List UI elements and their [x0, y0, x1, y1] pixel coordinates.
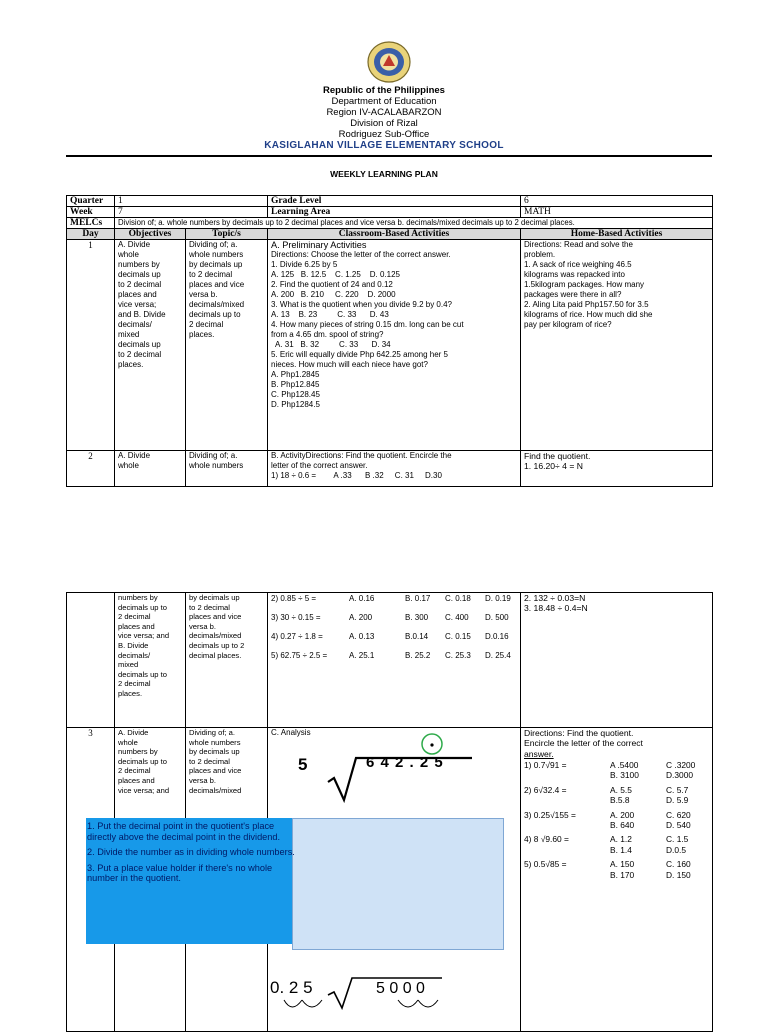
step-3: 3. Put a place value holder if there's no whole number in the quotient. [87, 862, 273, 884]
day2-home: Find the quotient. 1. 16.20÷ 4 = N [521, 451, 713, 487]
day2-cont-day [67, 593, 115, 728]
department-name: Department of Education [331, 96, 437, 107]
quarter-value: 1 [115, 196, 268, 207]
steps-callout-box [292, 818, 504, 950]
choice-item: 1) 0.7√91 = A .5400 C .3200 B. 3100 D.3000 [524, 759, 696, 781]
example2-dividend: 5 0 0 0 [376, 980, 425, 997]
exercise-row: 5) 62.75 ÷ 2.5 = A. 25.1 B. 25.2 C. 25.3 D. 25.4 [271, 651, 511, 660]
step-2: 2. Divide the number as in dividing whole numbers. [87, 847, 295, 858]
grade-value: 6 [521, 196, 713, 207]
melcs-value: Division of; a. whole numbers by decimals up to 2 decimal places and vice versa b. decimals/mixed decimals up to 2 decimal places. [115, 218, 713, 229]
school-seal-logo [366, 40, 412, 84]
day1-home: Directions: Read and solve the problem. 1. A sack of rice weighing 46.5 kilograms was repacked into 1.5kilogram packages. How many packages were there in all? 2. Aling Lita paid Php157.50 for 3.5 kilograms of rice. How much did she pay per kilogram of rice? [521, 240, 713, 451]
day2-cont-topics: by decimals up to 2 decimal places and vice versa b. decimals/mixed decimals up to 2 decimal places. [186, 593, 268, 728]
day3-number: 3 [67, 728, 115, 1032]
weekly-plan-table [66, 195, 713, 487]
analysis-label: C. Analysis [271, 728, 311, 737]
decimal-point-circle-icon [420, 732, 444, 756]
day3-topics: Dividing of; a. whole numbers by decimals up to 2 decimal places and vice versa b. decimals/mixed [186, 728, 268, 1032]
choice-item: 5) 0.5√85 = A. 150 C. 160 B. 170 D. 150 [524, 859, 691, 880]
exercise-row: 4) 0.27 ÷ 1.8 = A. 0.13 B.0.14 C. 0.15 D.0.16 [271, 632, 509, 641]
area-value: MATH [521, 207, 713, 218]
exercise-row: 3) 30 ÷ 0.15 = A. 200 B. 300 C. 400 D. 500 [271, 613, 509, 622]
school-name: KASIGLAHAN VILLAGE ELEMENTARY SCHOOL [264, 140, 504, 151]
col-classroom: Classroom-Based Activities [268, 229, 521, 240]
division-name: Division of Rizal [350, 118, 418, 129]
choice-item: 4) 8 √9.60 = A. 1.2 C. 1.5 B. 1.4 D.0.5 [524, 834, 689, 855]
day2-classroom: B. ActivityDirections: Find the quotient. Encircle the letter of the correct answer. 1) 18 ÷ 0.6 = A .33 B .32 C. 31 D.30 [268, 451, 521, 487]
letterhead [0, 85, 768, 151]
division-steps [87, 821, 302, 889]
day2-cont-objectives: numbers by decimals up to 2 decimal places and vice versa; and B. Divide decimals/ mixed decimals up to 2 decimal places. [115, 593, 186, 728]
region-name: Region IV-ACALABARZON [326, 107, 442, 118]
week-value: 7 [115, 207, 268, 218]
col-day: Day [67, 229, 115, 240]
day1-topics: Dividing of; a. whole numbers by decimals up to 2 decimal places and vice versa b. decimals/mixed decimals up to 2 decimal places. [186, 240, 268, 451]
weekly-plan-table-continued [66, 592, 713, 1032]
division-divisor: 5 [298, 755, 308, 774]
day1-number: 1 [67, 240, 115, 451]
day2-number: 2 [67, 451, 115, 487]
day3-home: Directions: Find the quotient. Encircle the letter of the correct answer. 1) 0.7√91 = A .5400 C .3200 B. 3100 D.3000 2) 6√32.4 = A. 5.5 C. 5.7 B.5.8 D. 5.9 3) 0.25√155 = A. 200 C. 620 B. 640 D. 540 4) 8 √9.60 = A. 1.2 C. 1.5 B. 1.4 D.0.5 5) 0.5√85 = A. 150 C. 160 B. 170 D. 150 [521, 728, 713, 1032]
step-1: 1. Put the decimal point in the quotient's place directly above the decimal point in the dividend. [87, 821, 281, 842]
day1-classroom: A. Preliminary Activities Directions: Choose the letter of the correct answer. 1. Divide 6.25 by 5 A. 125 B. 12.5 C. 1.25 D. 0.125 2. Find the quotient of 24 and 0.12 A. 200 B. 210 C. 220 D. 2000 3. What is the quotient when you divide 9.2 by 0.4? A. 13 B. 23 C. 33 D. 43 4. How many pieces of string 0.15 dm. long can be cut from a 4.65 dm. spool of string? A. 31 B. 32 C. 33 D. 34 5. Eric will equally divide Php 642.25 among her 5 nieces. How much will each niece have got? A. Php1.2845 B. Php12.845 C. Php128.45 D. Php1284.5 [268, 240, 521, 451]
header-divider [66, 155, 712, 157]
choice-item: 2) 6√32.4 = A. 5.5 C. 5.7 B.5.8 D. 5.9 [524, 784, 689, 806]
day2-topics: Dividing of; a. whole numbers [186, 451, 268, 487]
plan-title: WEEKLY LEARNING PLAN [330, 169, 438, 179]
col-topics: Topic/s [186, 229, 268, 240]
week-label: Week [67, 207, 115, 218]
melcs-label: MELCs [67, 218, 115, 229]
exercise-row: 2) 0.85 ÷ 5 = A. 0.16 B. 0.17 C. 0.18 D. 0.19 [271, 594, 511, 603]
day3-home-items [524, 760, 709, 880]
day3-objectives: A. Divide whole numbers by decimals up to 2 decimal places and vice versa; and [115, 728, 186, 1032]
day2-objectives: A. Divide whole [115, 451, 186, 487]
grade-label: Grade Level [268, 196, 521, 207]
country-name: Republic of the Philippines [323, 85, 445, 96]
col-home: Home-Based Activities [521, 229, 713, 240]
day2-cont-exercises [268, 593, 521, 728]
decimal-shift-arrows-icon [280, 996, 450, 1018]
choice-item: 3) 0.25√155 = A. 200 C. 620 B. 640 D. 540 [524, 809, 691, 830]
day2-cont-home: 2. 132 ÷ 0.03=N 3. 18.48 ÷ 0.4=N [521, 593, 713, 728]
area-label: Learning Area [268, 207, 521, 218]
day1-objectives: A. Divide whole numbers by decimals up to 2 decimal places and vice versa; and B. Divide decimals/ mixed decimals up to 2 decimal places. [115, 240, 186, 451]
division-dividend: 6 4 2 . 2 5 [366, 754, 444, 771]
suboffice-name: Rodriguez Sub-Office [338, 129, 430, 140]
example2-divisor: 0. 2 5 [270, 978, 313, 997]
col-objectives: Objectives [115, 229, 186, 240]
quarter-label: Quarter [67, 196, 115, 207]
